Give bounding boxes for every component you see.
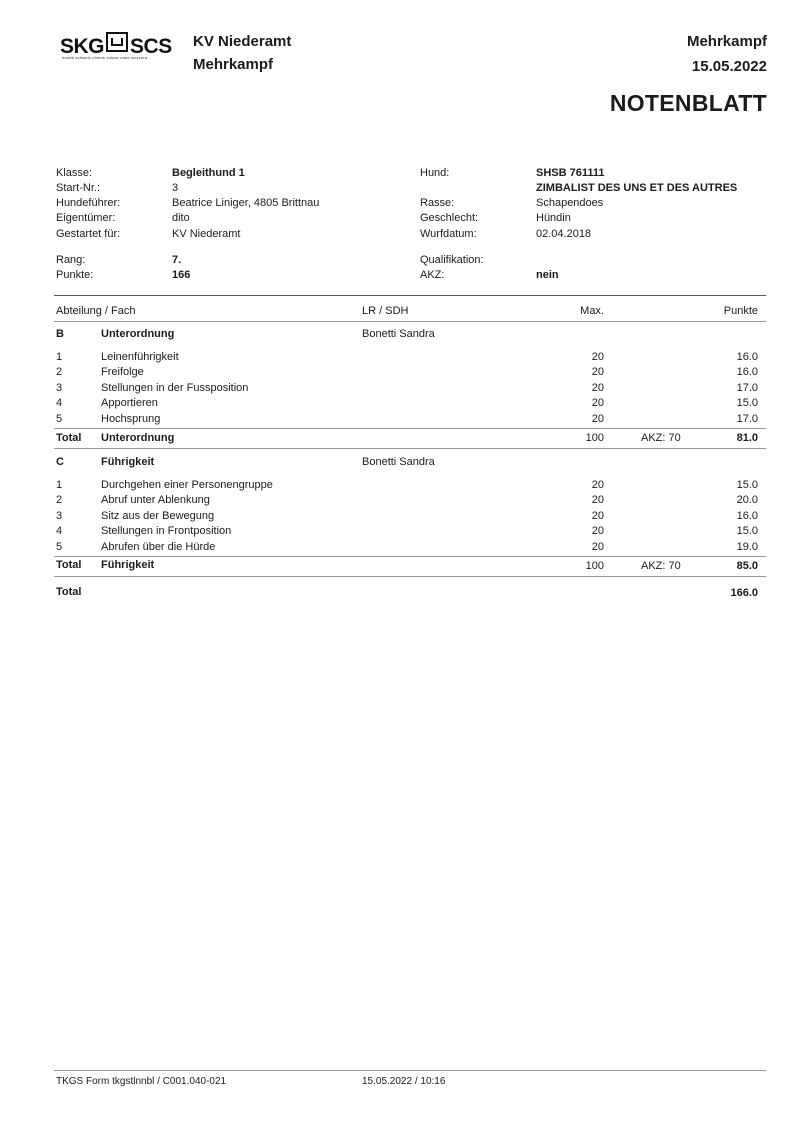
gestartet-label: Gestartet für: — [56, 228, 121, 240]
item-nr: 5 — [56, 541, 63, 553]
item-points: 15.0 — [736, 397, 758, 409]
item-max: 20 — [591, 366, 604, 378]
section-total-name: Unterordnung — [101, 432, 175, 444]
item-max: 20 — [591, 397, 604, 409]
section-judge: Bonetti Sandra — [362, 456, 435, 468]
item-name: Durchgehen einer Personengruppe — [101, 479, 273, 491]
eigentuemer-value: dito — [172, 212, 190, 224]
footer-form-id: TKGS Form tkgstlnnbl / C001.040-021 — [56, 1076, 227, 1087]
item-nr: 1 — [56, 479, 63, 491]
item-max: 20 — [591, 351, 604, 363]
item-nr: 3 — [56, 510, 63, 522]
item-nr: 4 — [56, 397, 63, 409]
item-points: 16.0 — [736, 351, 758, 363]
item-points: 20.0 — [736, 494, 758, 506]
hundefuehrer-label: Hundeführer: — [56, 197, 121, 209]
wurfdatum-label: Wurfdatum: — [420, 228, 477, 240]
competition-name: Mehrkampf — [193, 56, 274, 73]
table-top-rule — [54, 295, 766, 296]
section-total-label: Total — [56, 559, 82, 571]
startnr-value: 3 — [172, 182, 179, 194]
item-name: Abrufen über die Hürde — [101, 541, 216, 553]
section-end-rule — [54, 576, 766, 577]
item-name: Hochsprung — [101, 413, 161, 425]
header-rule — [54, 321, 766, 322]
wurfdatum-value: 02.04.2018 — [536, 228, 592, 240]
section-total-max: 100 — [585, 432, 604, 444]
akz-label: AKZ: — [420, 269, 445, 281]
col-header-abteilung: Abteilung / Fach — [56, 305, 136, 317]
punkte-value: 166 — [172, 269, 191, 281]
section-name: Unterordnung — [101, 328, 175, 340]
item-name: Stellungen in der Fussposition — [101, 382, 249, 394]
item-points: 17.0 — [736, 413, 758, 425]
rasse-value: Schapendoes — [536, 197, 604, 209]
page-title: NOTENBLATT — [609, 90, 767, 116]
section-total-akz: AKZ: 70 — [641, 560, 681, 572]
qualifikation-label: Qualifikation: — [420, 254, 484, 266]
item-points: 15.0 — [736, 525, 758, 537]
eigentuemer-label: Eigentümer: — [56, 212, 116, 224]
item-nr: 2 — [56, 366, 63, 378]
item-nr: 1 — [56, 351, 63, 363]
item-name: Sitz aus der Bewegung — [101, 510, 215, 522]
item-name: Leinenführigkeit — [101, 351, 179, 363]
section-total-rule — [54, 556, 766, 557]
startnr-label: Start-Nr.: — [56, 182, 101, 194]
item-nr: 5 — [56, 413, 63, 425]
item-max: 20 — [591, 382, 604, 394]
item-max: 20 — [591, 541, 604, 553]
rang-value: 7. — [172, 254, 182, 266]
klasse-label: Klasse: — [56, 167, 93, 179]
rasse-label: Rasse: — [420, 197, 455, 209]
grand-total-points: 166.0 — [730, 587, 758, 599]
grand-total-label: Total — [56, 586, 82, 598]
item-name: Freifolge — [101, 366, 144, 378]
hund-id: SHSB 761111 — [536, 167, 605, 179]
header-date: 15.05.2022 — [691, 58, 767, 75]
punkte-label: Punkte: — [56, 269, 94, 281]
akz-value: nein — [536, 269, 559, 281]
gestartet-value: KV Niederamt — [172, 228, 241, 240]
item-max: 20 — [591, 510, 604, 522]
section-total-points: 85.0 — [736, 560, 758, 572]
geschlecht-value: Hündin — [536, 212, 571, 224]
item-nr: 2 — [56, 494, 63, 506]
club-name: KV Niederamt — [193, 33, 292, 50]
item-points: 16.0 — [736, 510, 758, 522]
hundefuehrer-value: Beatrice Liniger, 4805 Brittnau — [172, 197, 320, 209]
house-icon — [106, 32, 128, 52]
item-max: 20 — [591, 479, 604, 491]
hund-label: Hund: — [420, 167, 450, 179]
item-max: 20 — [591, 494, 604, 506]
item-name: Stellungen in Frontposition — [101, 525, 232, 537]
footer-rule — [54, 1070, 766, 1071]
section-code: B — [56, 328, 64, 340]
skg-scs-logo: SKG SCS hunde schweiz chiens suisse cane svizzera — [60, 32, 170, 62]
section-total-max: 100 — [585, 560, 604, 572]
section-total-akz: AKZ: 70 — [641, 432, 681, 444]
section-end-rule — [54, 448, 766, 449]
item-points: 19.0 — [736, 541, 758, 553]
logo-subtitle: hunde schweiz chiens suisse cane svizzera — [62, 55, 148, 60]
item-points: 15.0 — [736, 479, 758, 491]
section-total-label: Total — [56, 432, 82, 444]
item-nr: 3 — [56, 382, 63, 394]
item-max: 20 — [591, 525, 604, 537]
footer-print-date: 15.05.2022 / 10:16 — [362, 1076, 446, 1087]
rang-label: Rang: — [56, 254, 86, 266]
item-name: Apportieren — [101, 397, 158, 409]
item-points: 17.0 — [736, 382, 758, 394]
item-nr: 4 — [56, 525, 63, 537]
klasse-value: Begleithund 1 — [172, 167, 245, 179]
item-name: Abruf unter Ablenkung — [101, 494, 210, 506]
section-total-points: 81.0 — [736, 432, 758, 444]
header-competition-right: Mehrkampf — [686, 33, 767, 50]
section-total-name: Führigkeit — [101, 559, 155, 571]
section-judge: Bonetti Sandra — [362, 328, 435, 340]
section-total-rule — [54, 428, 766, 429]
hund-name: ZIMBALIST DES UNS ET DES AUTRES — [536, 182, 738, 194]
item-max: 20 — [591, 413, 604, 425]
geschlecht-label: Geschlecht: — [420, 212, 479, 224]
section-code: C — [56, 456, 64, 468]
item-points: 16.0 — [736, 366, 758, 378]
section-name: Führigkeit — [101, 456, 155, 468]
col-header-lr: LR / SDH — [362, 305, 409, 317]
col-header-max: Max. — [580, 305, 604, 317]
col-header-punkte: Punkte — [723, 305, 758, 317]
